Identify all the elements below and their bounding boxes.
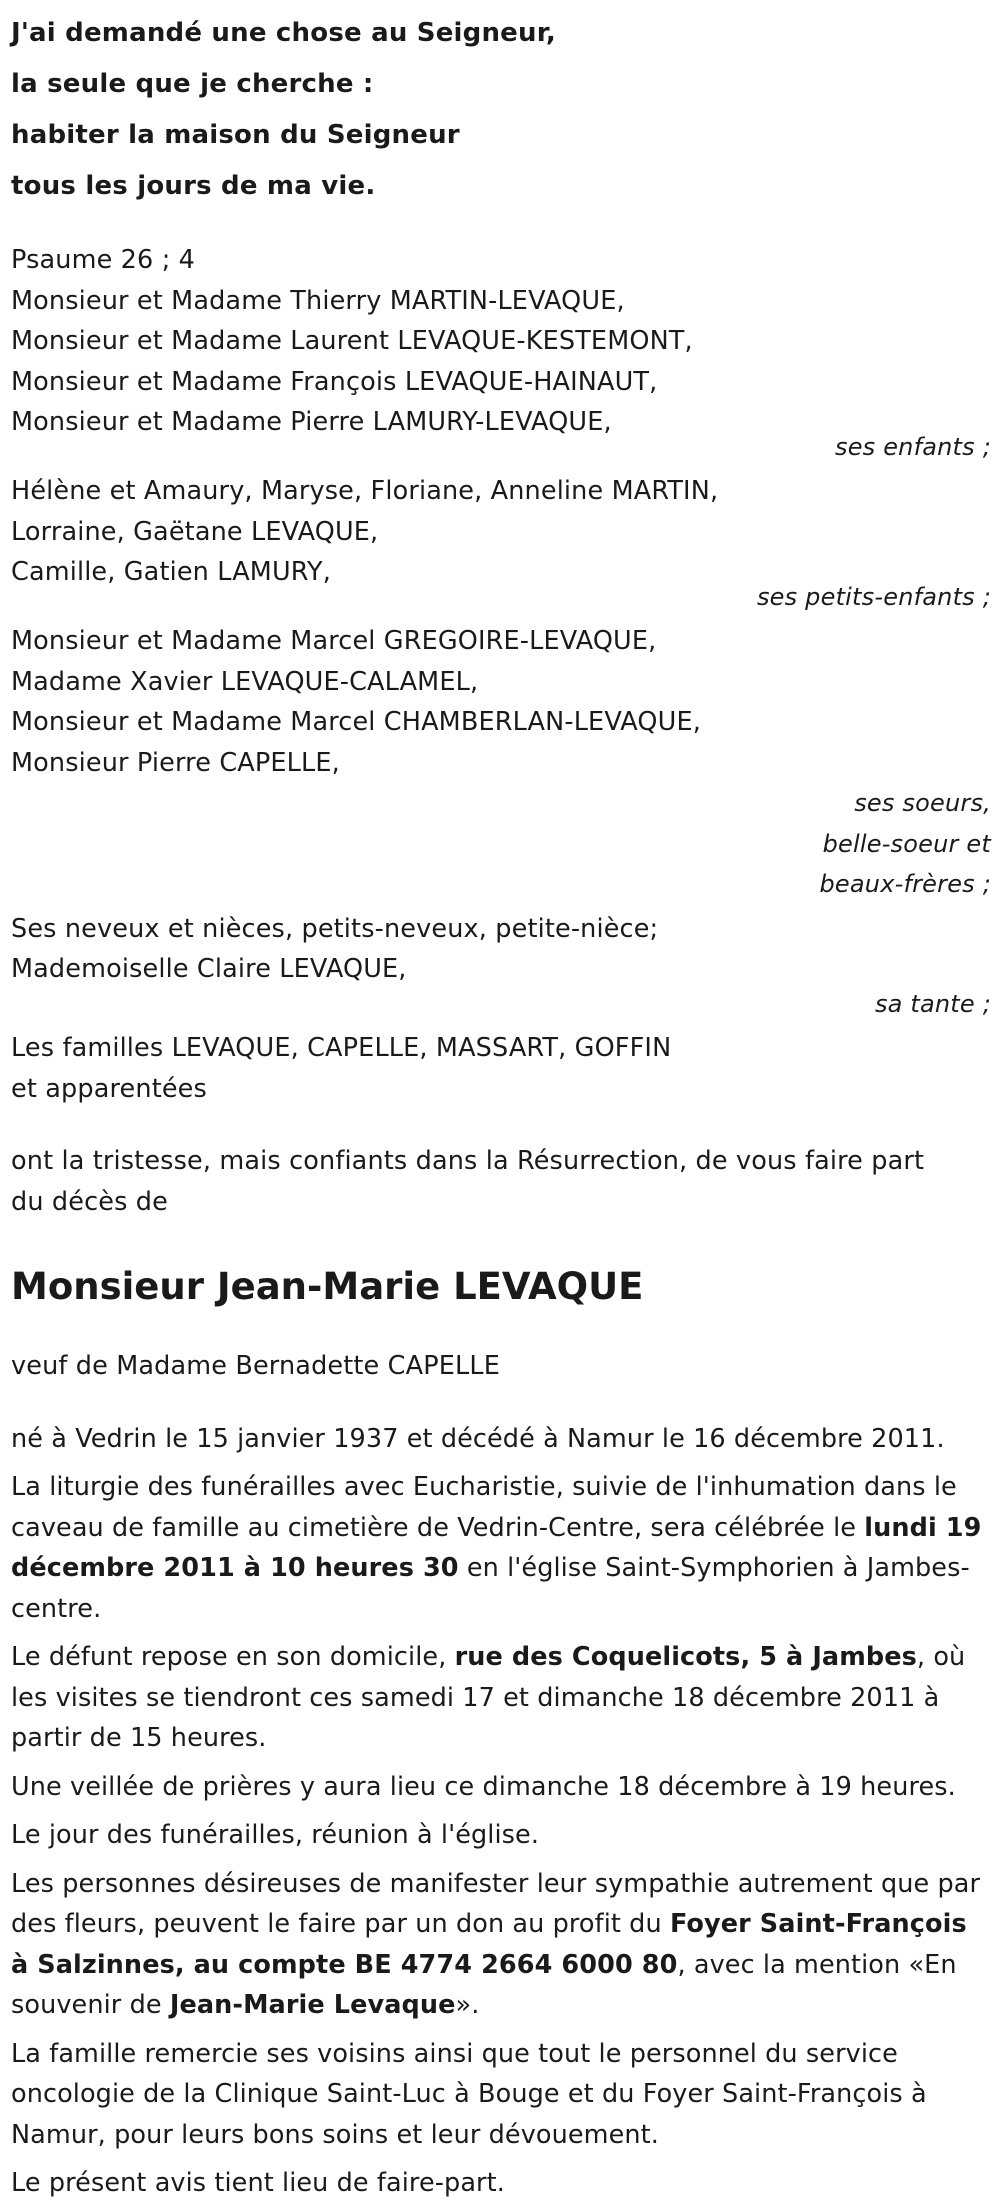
relation-label: sa tante ;	[874, 989, 991, 1018]
announcement	[11, 1141, 991, 1222]
family-line: Monsieur Pierre CAPELLE,	[11, 747, 340, 778]
family-line: Monsieur et Madame Pierre LAMURY-LEVAQUE,	[11, 407, 612, 437]
rest-paragraph	[11, 1637, 991, 1759]
obituary-notice	[11, 0, 991, 2204]
widower-line: veuf de Madame Bernadette CAPELLE	[11, 1351, 500, 1381]
family-line: Hélène et Amaury, Maryse, Floriane, Anneline MARTIN,	[11, 476, 719, 506]
family-line: Les familles LEVAQUE, CAPELLE, MASSART, GOFFIN	[11, 1033, 672, 1063]
announcement-line: du décès de	[11, 1186, 168, 1217]
verse-line: la seule que je cherche :	[11, 69, 374, 99]
thanks-paragraph: La famille remercie ses voisins ainsi que tout le personnel du service oncologie de la Clinique Saint-Luc à Bouge et du Foyer Saint-François à Namur, pour leurs bons soins et leur dévouement.	[11, 2038, 927, 2150]
siblings-group	[11, 621, 991, 905]
donation-account: Foyer Saint-François à Salzinnes, au compte BE 4774 2664 6000 80	[11, 1909, 967, 1980]
announcement-line: ont la tristesse, mais confiants dans la Résurrection, de vous faire part	[11, 1146, 925, 1176]
family-line: et apparentées	[11, 1073, 207, 1104]
birth-death-line: né à Vedrin le 15 janvier 1937 et décédé à Namur le 16 décembre 2011.	[11, 1423, 945, 1454]
deceased-name: Monsieur Jean-Marie LEVAQUE	[11, 1265, 644, 1308]
rest-text: Le défunt repose en son domicile,	[11, 1642, 455, 1672]
aunt-group	[11, 909, 991, 1025]
children-group	[11, 281, 991, 468]
donation-name: Jean-Marie Levaque	[169, 1990, 456, 2020]
rest-address: rue des Coquelicots, 5 à Jambes	[454, 1642, 917, 1672]
liturgy-text-end: en l'église Saint-Symphorien à Jambes-centre.	[11, 1553, 970, 1624]
rest-text-end: , où les visites se tiendront ces samedi 17 et dimanche 18 décembre 2011 à partir de 15 heures.	[11, 1642, 966, 1753]
family-line: Monsieur et Madame Marcel CHAMBERLAN-LEVAQUE,	[11, 707, 701, 737]
relation-label: belle-soeur et	[822, 829, 991, 858]
family-line: Camille, Gatien LAMURY,	[11, 557, 331, 587]
family-line: Monsieur et Madame Marcel GREGOIRE-LEVAQUE,	[11, 626, 657, 656]
relation-label: ses enfants ;	[835, 432, 991, 461]
vigil-paragraph: Une veillée de prières y aura lieu ce dimanche 18 décembre à 19 heures.	[11, 1771, 956, 1802]
liturgy-text: La liturgie des funérailles avec Eucharistie, suivie de l'inhumation dans le caveau de famille au cimetière de Vedrin-Centre, sera célébrée le	[11, 1472, 957, 1543]
relation-label: ses petits-enfants ;	[756, 582, 991, 611]
relation-label: ses soeurs,	[854, 789, 991, 817]
family-line: Ses neveux et nièces, petits-neveux, petite-nièce;	[11, 913, 659, 944]
verse-line: J'ai demandé une chose au Seigneur,	[11, 18, 557, 48]
family-line: Monsieur et Madame Thierry MARTIN-LEVAQUE,	[11, 285, 625, 316]
family-line: Lorraine, Gaëtane LEVAQUE,	[11, 516, 379, 547]
family-line: Mademoiselle Claire LEVAQUE,	[11, 954, 407, 984]
liturgy-paragraph	[11, 1467, 991, 1629]
family-line: Monsieur et Madame François LEVAQUE-HAINAUT,	[11, 366, 658, 397]
liturgy-date: lundi 19 décembre 2011 à 10 heures 30	[11, 1512, 982, 1583]
donation-text-mid: , avec la mention «En souvenir de	[11, 1949, 957, 2020]
donation-text: Les personnes désireuses de manifester leur sympathie autrement que par des fleurs, peuvent le faire par un don au profit du	[11, 1868, 981, 1939]
notice-paragraph: Le présent avis tient lieu de faire-part.	[11, 2168, 505, 2198]
donation-text-end: ».	[455, 1990, 480, 2020]
verse-line: habiter la maison du Seigneur	[11, 120, 460, 150]
donation-paragraph	[11, 1864, 991, 2026]
verse-line: tous les jours de ma vie.	[11, 171, 376, 201]
family-line: Madame Xavier LEVAQUE-CALAMEL,	[11, 666, 479, 697]
funeral-day-paragraph: Le jour des funérailles, réunion à l'église.	[11, 1820, 540, 1850]
family-line: Monsieur et Madame Laurent LEVAQUE-KESTEMONT,	[11, 326, 693, 356]
families-group	[11, 1028, 991, 1109]
verse-reference: Psaume 26 ; 4	[11, 245, 196, 275]
bible-verse	[11, 8, 991, 212]
grandchildren-group	[11, 471, 991, 617]
relation-label: beaux-frères ;	[819, 870, 991, 898]
